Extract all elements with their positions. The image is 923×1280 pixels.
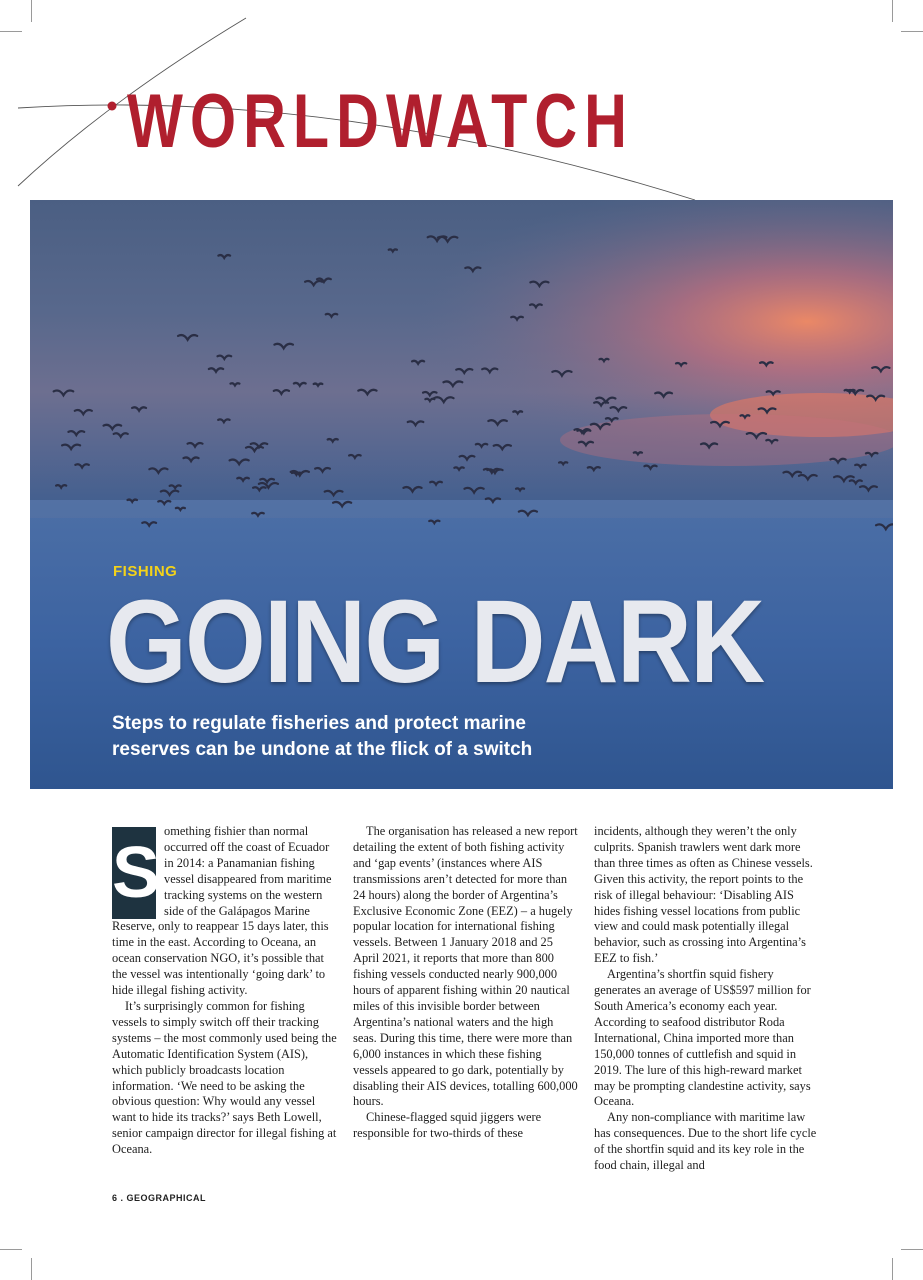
body-paragraph: The organisation has released a new report detailing the extent of both fishing activity and ‘gap events’ (instances where AIS transmissions aren’t detected for more than 24 hours) along the border of Argentina’s Exclusive Economic Zone (EEZ) – a hugely popular location for international fishing vessels. Between 1 January 2018 and 25 April 2021, it reports that more than 800 fishing vessels conducted nearly 900,000 hours of apparent fishing within 20 nautical miles of this invisible border between Argentina’s national waters and the high seas. During this time, there were more than 6,000 instances in which these fishing vessels appeared to go dark, potentially by disabling their AIS devices, totalling 600,000 hours. [353,824,578,1109]
body-column-3 [594,824,819,1174]
body-paragraph: Chinese-flagged squid jiggers were responsible for two-thirds of these [353,1110,542,1141]
crop-mark [901,1249,923,1250]
section-title: WORLDWATCH [127,79,635,164]
body-paragraph: Argentina’s shortfin squid fishery generates an average of US$597 million for South America’s economy each year. According to seafood distributor Roda International, China imported more than 150,000 tonnes of cuttlefish and squid in 2019. The lure of this high-reward market may be prompting clandestine activity, says Oceana. [594,967,811,1109]
body-paragraph: omething fishier than normal occurred off the coast of Ecuador in 2014: a Panamanian fishing vessel disappeared from maritime tracking systems on the western side of the Galápagos Marine Reserve, only to reappear 15 days later, this time in the east. According to Oceana, an ocean conservation NGO, it’s possible that the vessel was intentionally ‘going dark’ to hide illegal fishing activity. [112,824,332,998]
body-paragraph: It’s surprisingly common for fishing vessels to simply switch off their tracking systems – the most commonly used being the Automatic Identification System (AIS), which publicly broadcasts location information. ‘We need to be asking the obvious question: Why would any vessel want to hide its tracks?’ says Beth Lowell, senior campaign director for illegal fishing at Oceana. [112,998,337,1157]
section-masthead [0,0,923,200]
article-kicker: FISHING [113,563,178,580]
body-column-1 [112,824,337,1158]
crop-mark [31,1258,32,1280]
body-paragraph: incidents, although they weren’t the only culprits. Spanish trawlers went dark more than three times as often as Chinese vessels. Given this activity, the report points to the risk of illegal behaviour: ‘Disabling AIS hides fishing vessel locations from public view and could mask potentially illegal behavior, such as crossing into Argentina’s EEZ to fish.’ [594,824,813,966]
crop-mark [892,1258,893,1280]
body-column-2 [353,824,578,1142]
page-folio: 6 . GEOGRAPHICAL [112,1193,207,1203]
article-standfirst: Steps to regulate fisheries and protect marine reserves can be undone at the flick of a switch [112,713,533,760]
article-headline: GOING DARK [106,576,764,708]
crop-mark [0,1249,22,1250]
drop-cap: S [112,827,156,919]
hero-image [30,200,893,789]
body-paragraph: Any non-compliance with maritime law has consequences. Due to the short life cycle of the shortfin squid and its key role in the food chain, illegal and [594,1110,817,1173]
